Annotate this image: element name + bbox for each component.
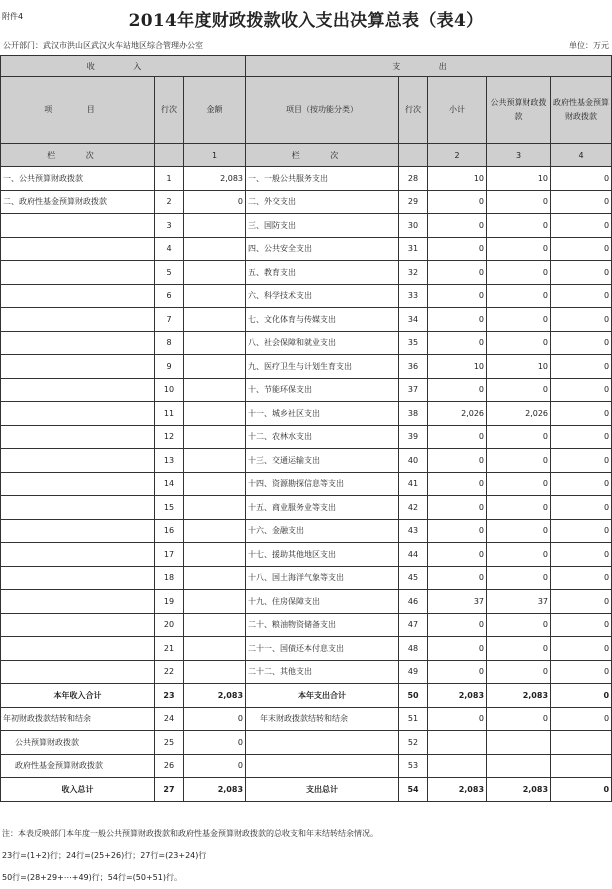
income-rowno-cell: 24	[155, 707, 184, 731]
gov-fund-cell: 0	[551, 449, 612, 473]
column-index-3: 3	[487, 144, 551, 167]
subtotal-cell: 0	[428, 519, 487, 543]
expense-rowno-cell: 33	[399, 284, 428, 308]
income-rowno-cell: 18	[155, 566, 184, 590]
header-row-index	[1, 144, 612, 167]
income-rowno-cell: 3	[155, 214, 184, 238]
expense-rowno-cell: 35	[399, 331, 428, 355]
gov-fund-cell: 0	[551, 543, 612, 567]
public-budget-cell: 2,083	[487, 778, 551, 802]
income-item-cell	[1, 214, 155, 238]
gov-fund-cell: 0	[551, 637, 612, 661]
income-rowno-cell: 8	[155, 331, 184, 355]
expense-rowno-cell: 28	[399, 167, 428, 191]
public-budget-cell: 0	[487, 613, 551, 637]
subtotal-cell: 0	[428, 261, 487, 285]
gov-fund-cell: 0	[551, 472, 612, 496]
header-row-columns	[1, 77, 612, 144]
table-row	[1, 190, 612, 214]
subtotal-cell: 0	[428, 637, 487, 661]
expense-item-cell: 二十二、其他支出	[246, 660, 399, 684]
table-row	[1, 331, 612, 355]
income-amount-cell	[184, 261, 246, 285]
column-index-4: 4	[551, 144, 612, 167]
expense-rowno-cell: 43	[399, 519, 428, 543]
public-budget-cell: 10	[487, 167, 551, 191]
income-amount-cell	[184, 472, 246, 496]
gov-fund-cell	[551, 754, 612, 778]
income-item-cell: 政府性基金预算财政拨款	[1, 754, 155, 778]
income-item-cell	[1, 402, 155, 426]
gov-fund-cell: 0	[551, 167, 612, 191]
table-row	[1, 613, 612, 637]
public-budget-cell: 0	[487, 190, 551, 214]
table-row	[1, 449, 612, 473]
income-item-cell	[1, 519, 155, 543]
gov-fund-cell: 0	[551, 402, 612, 426]
income-item-cell	[1, 308, 155, 332]
public-budget-cell: 37	[487, 590, 551, 614]
page-title: 2014年度财政拨款收入支出决算总表（表4）	[128, 11, 484, 31]
expense-item-cell: 二、外交支出	[246, 190, 399, 214]
subtotal-cell: 0	[428, 190, 487, 214]
expense-item-cell: 十六、金融支出	[246, 519, 399, 543]
income-item-cell	[1, 566, 155, 590]
header-info-line	[3, 40, 609, 52]
subtotal-cell: 10	[428, 355, 487, 379]
gov-fund-cell: 0	[551, 355, 612, 379]
department-label: 公开部门：武汉市洪山区武汉火车站地区综合管理办公室	[3, 41, 203, 50]
expense-rowno-cell: 50	[399, 684, 428, 708]
subtotal-cell: 0	[428, 284, 487, 308]
expense-rowno-cell: 36	[399, 355, 428, 379]
expense-item-cell: 九、医疗卫生与计划生育支出	[246, 355, 399, 379]
table-row	[1, 731, 612, 755]
table-row	[1, 214, 612, 238]
public-budget-cell: 0	[487, 449, 551, 473]
income-amount-cell: 0	[184, 754, 246, 778]
income-amount-cell	[184, 590, 246, 614]
public-budget-cell: 0	[487, 261, 551, 285]
expense-rowno-cell: 37	[399, 378, 428, 402]
expense-rowno-cell: 38	[399, 402, 428, 426]
expense-rowno-cell: 47	[399, 613, 428, 637]
subtotal-cell: 0	[428, 214, 487, 238]
subtotal-cell: 0	[428, 566, 487, 590]
income-rowno-cell: 6	[155, 284, 184, 308]
income-amount-cell	[184, 284, 246, 308]
public-budget-cell	[487, 754, 551, 778]
column-index-label-2: 栏 次	[246, 144, 399, 167]
income-rowno-cell: 27	[155, 778, 184, 802]
table-row	[1, 660, 612, 684]
gov-fund-cell: 0	[551, 566, 612, 590]
income-amount-cell: 0	[184, 190, 246, 214]
gov-fund-cell: 0	[551, 425, 612, 449]
income-amount-cell	[184, 660, 246, 684]
footnotes	[2, 823, 378, 889]
expense-item-cell: 七、文化体育与传媒支出	[246, 308, 399, 332]
expense-item-cell: 十三、交通运输支出	[246, 449, 399, 473]
expense-item-cell: 四、公共安全支出	[246, 237, 399, 261]
expense-rowno-cell: 40	[399, 449, 428, 473]
public-budget-cell: 0	[487, 496, 551, 520]
income-rowno-cell: 13	[155, 449, 184, 473]
table-row	[1, 378, 612, 402]
subtotal-cell: 0	[428, 496, 487, 520]
income-rowno-cell: 9	[155, 355, 184, 379]
unit-label: 单位：万元	[569, 41, 609, 50]
gov-fund-cell: 0	[551, 519, 612, 543]
gov-fund-cell: 0	[551, 214, 612, 238]
income-item-cell: 公共预算财政拨款	[1, 731, 155, 755]
income-item-cell	[1, 237, 155, 261]
subtotal-cell: 0	[428, 378, 487, 402]
subtotal-cell: 2,083	[428, 684, 487, 708]
subtotal-cell	[428, 731, 487, 755]
expense-item-cell: 六、科学技术支出	[246, 284, 399, 308]
table-row	[1, 590, 612, 614]
column-index-1: 1	[184, 144, 246, 167]
income-amount-cell: 0	[184, 731, 246, 755]
table-row	[1, 684, 612, 708]
expense-rowno-cell: 30	[399, 214, 428, 238]
expense-rowno-cell: 53	[399, 754, 428, 778]
income-rowno-cell: 2	[155, 190, 184, 214]
income-rowno-header: 行次	[155, 77, 184, 144]
table-row	[1, 472, 612, 496]
income-item-cell: 二、政府性基金预算财政拨款	[1, 190, 155, 214]
income-amount-cell	[184, 449, 246, 473]
expense-item-cell: 十四、资源勘探信息等支出	[246, 472, 399, 496]
subtotal-cell: 0	[428, 543, 487, 567]
gov-fund-cell: 0	[551, 613, 612, 637]
income-item-cell	[1, 425, 155, 449]
income-rowno-cell: 17	[155, 543, 184, 567]
income-amount-cell: 2,083	[184, 167, 246, 191]
gov-fund-cell: 0	[551, 660, 612, 684]
expense-rowno-header: 行次	[399, 77, 428, 144]
income-amount-cell	[184, 355, 246, 379]
gov-fund-cell	[551, 731, 612, 755]
expense-rowno-cell: 52	[399, 731, 428, 755]
income-item-cell	[1, 590, 155, 614]
income-rowno-cell: 7	[155, 308, 184, 332]
expense-rowno-cell: 46	[399, 590, 428, 614]
income-item-cell	[1, 660, 155, 684]
public-budget-cell: 2,083	[487, 684, 551, 708]
income-item-cell	[1, 613, 155, 637]
income-amount-cell	[184, 613, 246, 637]
expense-rowno-cell: 34	[399, 308, 428, 332]
public-budget-cell: 0	[487, 660, 551, 684]
subtotal-cell: 10	[428, 167, 487, 191]
table-row	[1, 519, 612, 543]
expense-rowno-cell: 32	[399, 261, 428, 285]
expense-item-cell: 五、教育支出	[246, 261, 399, 285]
gov-fund-cell: 0	[551, 237, 612, 261]
subtotal-cell: 37	[428, 590, 487, 614]
subtotal-cell: 0	[428, 237, 487, 261]
table-row	[1, 425, 612, 449]
income-amount-cell	[184, 543, 246, 567]
column-index-2: 2	[428, 144, 487, 167]
income-rowno-cell: 21	[155, 637, 184, 661]
public-budget-cell: 0	[487, 237, 551, 261]
income-amount-cell	[184, 378, 246, 402]
income-item-cell	[1, 355, 155, 379]
public-budget-cell: 0	[487, 214, 551, 238]
income-amount-cell	[184, 308, 246, 332]
table-row	[1, 355, 612, 379]
expense-rowno-cell: 51	[399, 707, 428, 731]
subtotal-cell: 0	[428, 707, 487, 731]
income-section-header: 收 入	[1, 56, 246, 77]
table-row	[1, 308, 612, 332]
expense-item-cell: 十八、国土海洋气象等支出	[246, 566, 399, 590]
expense-item-cell: 十七、援助其他地区支出	[246, 543, 399, 567]
expense-rowno-cell: 44	[399, 543, 428, 567]
public-budget-header: 公共预算财政拨款	[487, 77, 551, 144]
income-rowno-cell: 12	[155, 425, 184, 449]
column-index-label: 栏 次	[1, 144, 155, 167]
income-item-cell	[1, 543, 155, 567]
expense-section-header: 支 出	[246, 56, 612, 77]
income-rowno-cell: 26	[155, 754, 184, 778]
budget-table	[0, 55, 612, 802]
income-amount-cell	[184, 566, 246, 590]
table-row	[1, 402, 612, 426]
income-amount-cell	[184, 237, 246, 261]
subtotal-cell	[428, 754, 487, 778]
income-rowno-cell: 20	[155, 613, 184, 637]
public-budget-cell	[487, 731, 551, 755]
public-budget-cell: 0	[487, 566, 551, 590]
expense-rowno-cell: 29	[399, 190, 428, 214]
column-index-blank-2	[399, 144, 428, 167]
public-budget-cell: 0	[487, 519, 551, 543]
gov-fund-cell: 0	[551, 378, 612, 402]
income-item-cell	[1, 378, 155, 402]
income-amount-header: 金额	[184, 77, 246, 144]
expense-item-cell: 三、国防支出	[246, 214, 399, 238]
subtotal-cell: 0	[428, 472, 487, 496]
income-item-header: 项 目	[1, 77, 155, 144]
expense-rowno-cell: 48	[399, 637, 428, 661]
expense-item-cell: 本年支出合计	[246, 684, 399, 708]
attachment-label: 附件4	[2, 12, 24, 21]
expense-item-cell: 支出总计	[246, 778, 399, 802]
expense-item-cell: 十五、商业服务业等支出	[246, 496, 399, 520]
footnote-3: 50行=(28+29+⋯+49)行；54行=(50+51)行。	[2, 873, 182, 882]
expense-rowno-cell: 49	[399, 660, 428, 684]
expense-rowno-cell: 42	[399, 496, 428, 520]
table-row	[1, 543, 612, 567]
income-amount-cell	[184, 519, 246, 543]
expense-item-cell: 十九、住房保障支出	[246, 590, 399, 614]
expense-item-header: 项目（按功能分类）	[246, 77, 399, 144]
income-rowno-cell: 10	[155, 378, 184, 402]
income-rowno-cell: 4	[155, 237, 184, 261]
income-rowno-cell: 11	[155, 402, 184, 426]
public-budget-cell: 0	[487, 707, 551, 731]
income-amount-cell: 0	[184, 707, 246, 731]
income-rowno-cell: 5	[155, 261, 184, 285]
income-item-cell: 一、公共预算财政拨款	[1, 167, 155, 191]
income-item-cell: 本年收入合计	[1, 684, 155, 708]
income-item-cell	[1, 496, 155, 520]
public-budget-cell: 0	[487, 331, 551, 355]
table-row	[1, 566, 612, 590]
income-item-cell: 年初财政拨款结转和结余	[1, 707, 155, 731]
income-item-cell	[1, 449, 155, 473]
gov-fund-cell: 0	[551, 684, 612, 708]
table-row	[1, 496, 612, 520]
public-budget-cell: 0	[487, 543, 551, 567]
income-item-cell	[1, 472, 155, 496]
subtotal-cell: 0	[428, 425, 487, 449]
gov-fund-cell: 0	[551, 190, 612, 214]
income-amount-cell	[184, 331, 246, 355]
public-budget-cell: 0	[487, 472, 551, 496]
income-rowno-cell: 19	[155, 590, 184, 614]
gov-fund-header: 政府性基金预算财政拨款	[551, 77, 612, 144]
income-amount-cell: 2,083	[184, 778, 246, 802]
expense-rowno-cell: 41	[399, 472, 428, 496]
header-row-sections	[1, 56, 612, 77]
income-rowno-cell: 14	[155, 472, 184, 496]
expense-item-cell: 一、一般公共服务支出	[246, 167, 399, 191]
income-amount-cell	[184, 637, 246, 661]
table-row	[1, 167, 612, 191]
subtotal-cell: 2,026	[428, 402, 487, 426]
gov-fund-cell: 0	[551, 590, 612, 614]
expense-item-cell: 十一、城乡社区支出	[246, 402, 399, 426]
footnote-2: 23行=(1+2)行；24行=(25+26)行；27行=(23+24)行	[2, 851, 207, 860]
income-rowno-cell: 1	[155, 167, 184, 191]
subtotal-cell: 0	[428, 308, 487, 332]
income-item-cell	[1, 637, 155, 661]
table-row	[1, 754, 612, 778]
gov-fund-cell: 0	[551, 496, 612, 520]
expense-item-cell: 二十一、国债还本付息支出	[246, 637, 399, 661]
table-row	[1, 284, 612, 308]
gov-fund-cell: 0	[551, 707, 612, 731]
expense-rowno-cell: 54	[399, 778, 428, 802]
income-amount-cell	[184, 425, 246, 449]
gov-fund-cell: 0	[551, 308, 612, 332]
public-budget-cell: 0	[487, 425, 551, 449]
public-budget-cell: 0	[487, 637, 551, 661]
income-item-cell: 收入总计	[1, 778, 155, 802]
income-amount-cell	[184, 214, 246, 238]
table-row	[1, 237, 612, 261]
income-item-cell	[1, 331, 155, 355]
expense-item-cell: 十、节能环保支出	[246, 378, 399, 402]
expense-item-cell: 二十、粮油物资储备支出	[246, 613, 399, 637]
footnote-1: 注：本表反映部门本年度一般公共预算财政拨款和政府性基金预算财政拨款的总收支和年末结转结余情况。	[2, 829, 378, 838]
subtotal-cell: 0	[428, 331, 487, 355]
public-budget-cell: 2,026	[487, 402, 551, 426]
gov-fund-cell: 0	[551, 261, 612, 285]
expense-item-cell	[246, 731, 399, 755]
income-rowno-cell: 16	[155, 519, 184, 543]
public-budget-cell: 0	[487, 378, 551, 402]
expense-item-cell	[246, 754, 399, 778]
column-index-blank	[155, 144, 184, 167]
subtotal-cell: 0	[428, 613, 487, 637]
table-row	[1, 637, 612, 661]
expense-rowno-cell: 45	[399, 566, 428, 590]
income-amount-cell: 2,083	[184, 684, 246, 708]
table-row	[1, 707, 612, 731]
expense-rowno-cell: 39	[399, 425, 428, 449]
expense-item-cell: 十二、农林水支出	[246, 425, 399, 449]
expense-item-cell: 八、社会保障和就业支出	[246, 331, 399, 355]
public-budget-cell: 0	[487, 284, 551, 308]
gov-fund-cell: 0	[551, 331, 612, 355]
income-rowno-cell: 22	[155, 660, 184, 684]
subtotal-header: 小计	[428, 77, 487, 144]
income-rowno-cell: 23	[155, 684, 184, 708]
public-budget-cell: 0	[487, 308, 551, 332]
subtotal-cell: 0	[428, 449, 487, 473]
income-amount-cell	[184, 402, 246, 426]
subtotal-cell: 0	[428, 660, 487, 684]
income-rowno-cell: 15	[155, 496, 184, 520]
income-rowno-cell: 25	[155, 731, 184, 755]
income-item-cell	[1, 261, 155, 285]
public-budget-cell: 10	[487, 355, 551, 379]
expense-rowno-cell: 31	[399, 237, 428, 261]
income-item-cell	[1, 284, 155, 308]
table-row	[1, 261, 612, 285]
table-row	[1, 778, 612, 802]
gov-fund-cell: 0	[551, 778, 612, 802]
gov-fund-cell: 0	[551, 284, 612, 308]
income-amount-cell	[184, 496, 246, 520]
subtotal-cell: 2,083	[428, 778, 487, 802]
expense-item-cell: 年末财政拨款结转和结余	[246, 707, 399, 731]
